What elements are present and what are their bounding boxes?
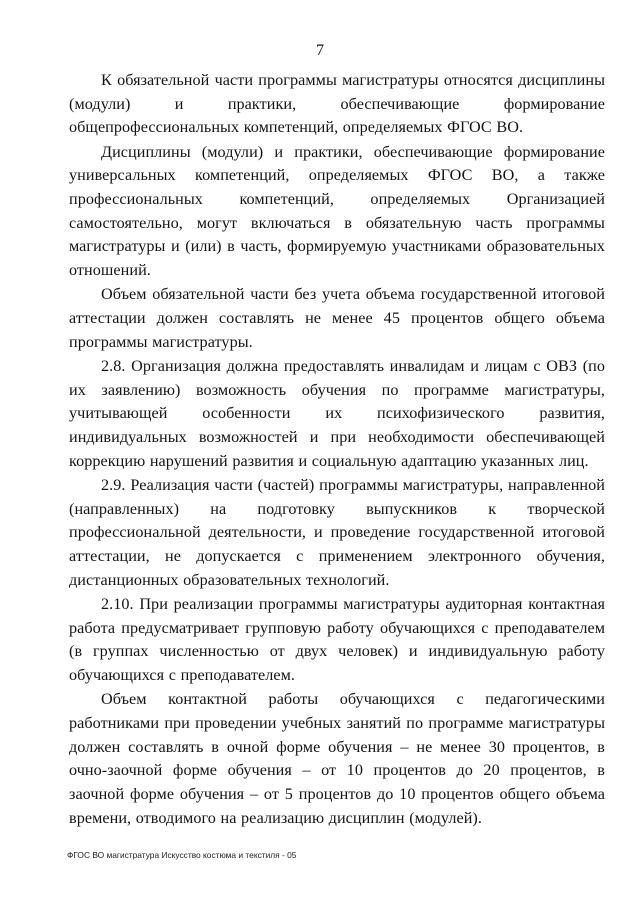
- paragraph-section-2-9: 2.9. Реализация части (частей) программы магистратуры, направленной (направленных) на подготовку выпускников к творческой профессиональной деятельности, и проведение государственной итоговой аттестации, не допускается с применением электронного обучения, дистанционных образовательных технологий.: [69, 475, 605, 589]
- paragraph-universal-competencies: Дисциплины (модули) и практики, обеспечивающие формирование универсальных компетенций, определяемых ФГОС ВО, а также профессиональных компетенций, определяемых Организацией самостоятельно, могут включаться в обязательную часть программы магистратуры и (или) в часть, формируемую участниками образовательных отношений.: [69, 142, 605, 280]
- paragraph-section-2-8: 2.8. Организация должна предоставлять инвалидам и лицам с ОВЗ (по их заявлению) возможность обучения по программе магистратуры, учитывающей особенности их психофизического развития, индивидуальных возможностей и при необходимости обеспечивающей коррекцию нарушений развития и социальную адаптацию указанных лиц.: [69, 356, 605, 470]
- paragraph-section-2-10: 2.10. При реализации программы магистратуры аудиторная контактная работа предусматривает групповую работу обучающихся с преподавателем (в группах численностью от двух человек) и индивидуальную работу обучающихся с преподавателем.: [69, 594, 605, 685]
- paragraph-mandatory-volume: Объем обязательной части без учета объема государственной итоговой аттестации должен составлять не менее 45 процентов общего объема программы магистратуры.: [69, 285, 605, 351]
- page-footer: ФГОС ВО магистратура Искусство костюма и текстиля - 05: [67, 850, 297, 860]
- paragraph-mandatory-part: К обязательной части программы магистратуры относятся дисциплины (модули) и практики, обеспечивающие формирование общепрофессиональных компетенций, определяемых ФГОС ВО.: [69, 71, 605, 137]
- paragraph-contact-work-volume: Объем контактной работы обучающихся с педагогическими работниками при проведении учебных занятий по программе магистратуры должен составлять в очной форме обучения – не менее 30 процентов, в очно-заочной форме обучения – от 10 процентов до 20 процентов, в заочной форме обучения – от 5 процентов до 10 процентов общего объема времени, отводимого на реализацию дисциплин (модулей).: [69, 690, 605, 827]
- page-number: 7: [316, 42, 324, 59]
- document-body: [69, 69, 605, 831]
